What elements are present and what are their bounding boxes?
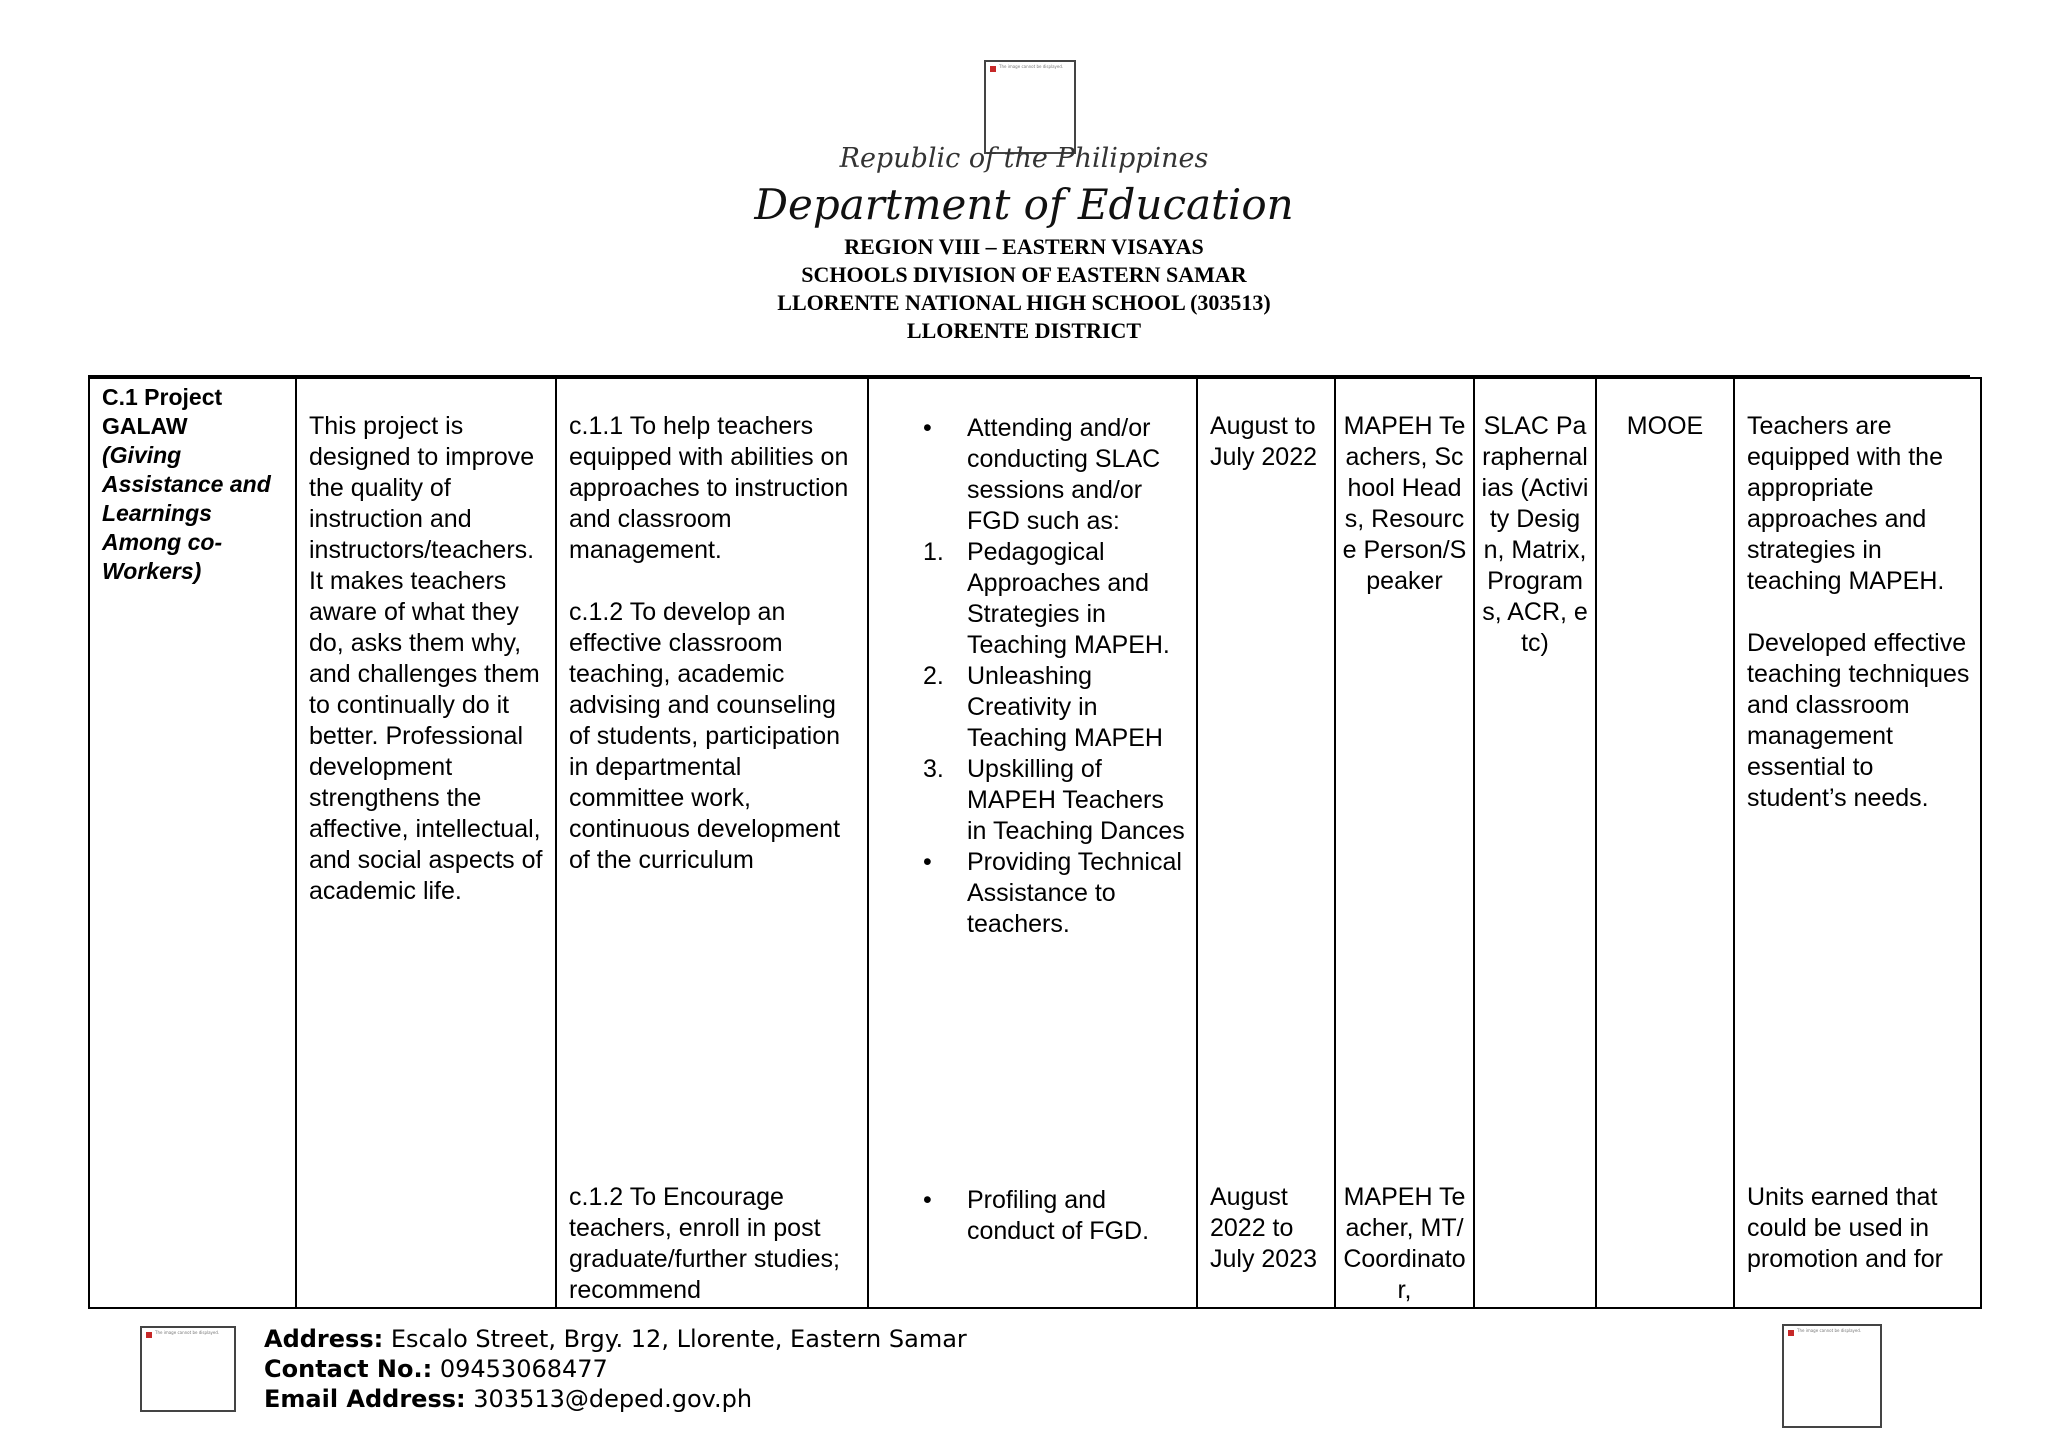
- outcome-1: Teachers are equipped with the appropriate approaches and strategies in teaching MAPEH.: [1747, 412, 1945, 595]
- email-value: 303513@deped.gov.ph: [473, 1385, 753, 1413]
- activities-cell: [868, 378, 1197, 1308]
- activities-list-2: [923, 1185, 1187, 1247]
- expected-outcome-cell: [1734, 378, 1981, 1308]
- activity-item: [923, 1185, 1187, 1247]
- project-plan-table: [88, 377, 1982, 1309]
- time-frame-2: August 2022 to July 2023: [1210, 1183, 1318, 1273]
- persons-involved-cell: [1335, 378, 1474, 1308]
- persons-2: MAPEH Teacher, MT/Coordinator,: [1343, 1183, 1466, 1304]
- address-label: Address:: [264, 1325, 384, 1353]
- resources-text: SLAC Paraphernalias (Activity Design, Matrix, Programs, ACR, etc): [1481, 412, 1589, 657]
- address-value: Escalo Street, Brgy. 12, Llorente, Eastern Samar: [390, 1325, 967, 1353]
- broken-image-icon: [146, 1332, 152, 1338]
- activity-slac: Attending and/or conducting SLAC sessions and/or FGD such as:: [967, 414, 1161, 535]
- deped-seal-image: [984, 60, 1076, 154]
- rationale-cell: [296, 378, 556, 1308]
- footer-left-logo-image: [140, 1326, 236, 1412]
- republic-heading: Republic of the Philippines: [839, 143, 1209, 174]
- school-line: LLORENTE NATIONAL HIGH SCHOOL (303513): [777, 290, 1271, 315]
- objective-c12a: c.1.2 To develop an effective classroom teaching, academic advising and counseling of students, participation in departmental committee work, continuous development of the curriculum: [569, 598, 841, 874]
- project-expansion: (Giving Assistance and Learnings Among co-Workers): [102, 442, 271, 584]
- time-frame-1: August to July 2022: [1210, 412, 1318, 471]
- objectives-cell: [556, 378, 868, 1308]
- outcome-3: Units earned that could be used in promotion and for: [1747, 1183, 1943, 1273]
- slac-topic-item: Upskilling of MAPEH Teachers in Teaching Dances: [967, 755, 1185, 845]
- division-line: SCHOOLS DIVISION OF EASTERN SAMAR: [801, 262, 1247, 287]
- seal-placeholder-text: The image cannot be displayed.: [999, 64, 1064, 69]
- objective-c12b: c.1.2 To Encourage teachers, enroll in post graduate/further studies; recommend: [569, 1183, 840, 1304]
- logo-placeholder-text: The image cannot be displayed.: [1797, 1328, 1862, 1333]
- contact-label: Contact No.:: [264, 1355, 433, 1383]
- footer-contact-block: [264, 1324, 967, 1414]
- activity-item: [923, 413, 1187, 847]
- activity-item: [923, 847, 1187, 940]
- time-frame-cell: [1197, 378, 1335, 1308]
- activities-list: [923, 413, 1187, 940]
- activity-ta: Providing Technical Assistance to teachers.: [967, 848, 1182, 938]
- project-code: C.1 Project GALAW: [102, 384, 223, 439]
- persons-1: MAPEH Teachers, School Heads, Resource Person/Speaker: [1342, 412, 1467, 595]
- department-heading: Department of Education: [754, 180, 1294, 229]
- broken-image-icon: [1788, 1330, 1794, 1336]
- fund-source-text: MOOE: [1626, 412, 1704, 440]
- broken-image-icon: [990, 66, 996, 72]
- slac-topic-item: Pedagogical Approaches and Strategies in Teaching MAPEH.: [967, 538, 1170, 659]
- fund-source-cell: [1596, 378, 1734, 1308]
- project-title-cell: [89, 378, 296, 1308]
- region-line: REGION VIII – EASTERN VISAYAS: [844, 234, 1204, 259]
- footer-right-logo-image: [1782, 1324, 1882, 1428]
- resources-cell: [1474, 378, 1596, 1308]
- logo-placeholder-text: The image cannot be displayed.: [155, 1330, 220, 1335]
- objective-c11: c.1.1 To help teachers equipped with abilities on approaches to instruction and classroom management.: [569, 412, 849, 564]
- contact-value: 09453068477: [439, 1355, 608, 1383]
- outcome-2: Developed effective teaching techniques and classroom management essential to student’s needs.: [1747, 629, 1970, 812]
- email-label: Email Address:: [264, 1385, 466, 1413]
- activity-profiling: Profiling and conduct of FGD.: [967, 1186, 1150, 1245]
- district-line: LLORENTE DISTRICT: [906, 318, 1142, 343]
- rationale-text: This project is designed to improve the quality of instruction and instructors/teachers. It makes teachers aware of what they do, asks them why, and challenges them to continually do it better. Professional development strengthens the affective, intellectual, and social aspects of academic life.: [309, 412, 543, 905]
- slac-topics-list: [923, 537, 1187, 847]
- slac-topic-item: Unleashing Creativity in Teaching MAPEH: [967, 662, 1163, 752]
